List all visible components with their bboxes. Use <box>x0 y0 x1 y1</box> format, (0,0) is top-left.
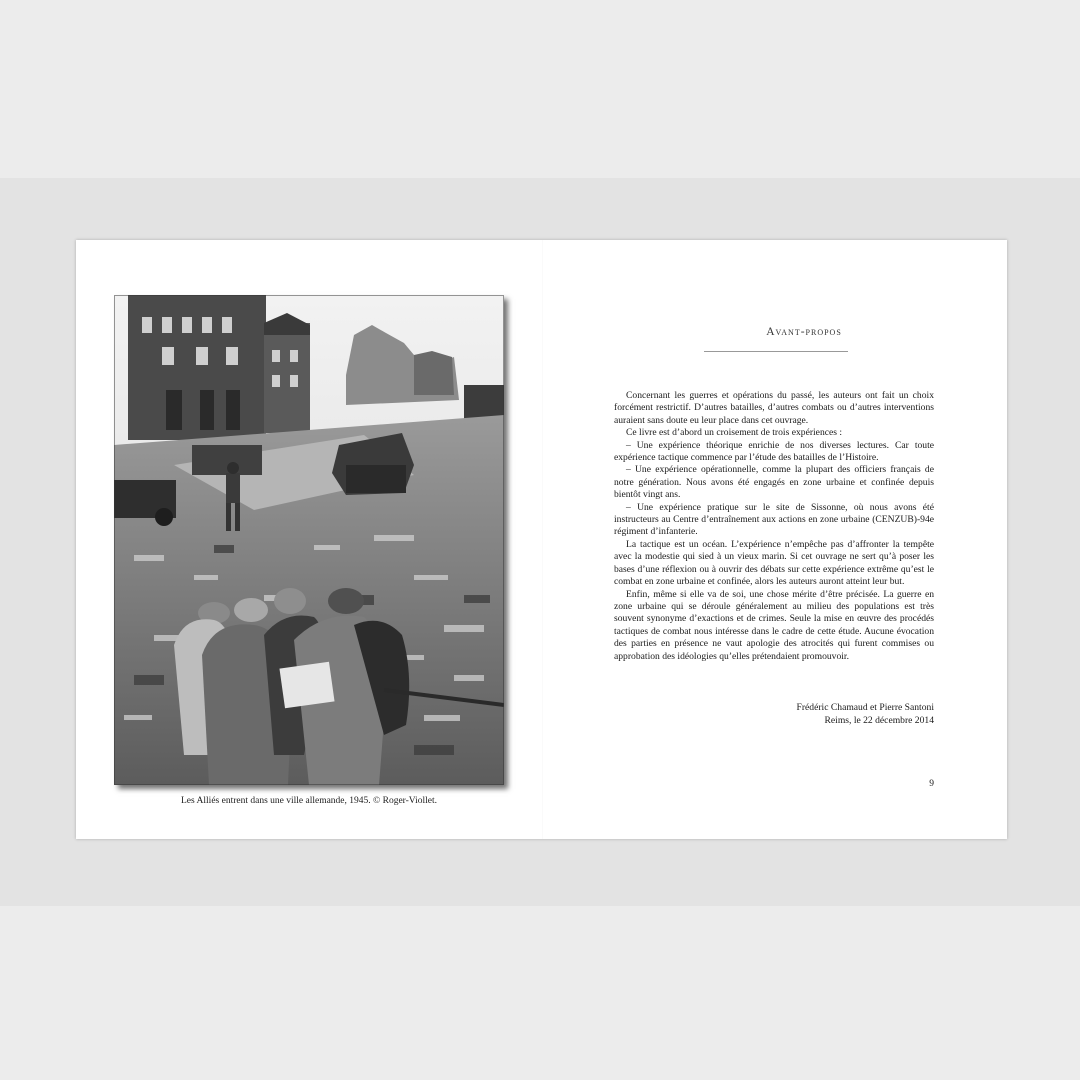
title-rule <box>704 351 848 352</box>
photo-caption: Les Alliés entrent dans une ville allemande, 1945. © Roger-Viollet. <box>180 796 438 806</box>
signature-names: Frédéric Chamaud et Pierre Santoni <box>796 702 934 713</box>
book-gutter <box>542 240 543 839</box>
paragraph: Concernant les guerres et opérations du passé, les auteurs ont fait un choix forcément restrictif. D’autres batailles, d’autres combats ou d’autres interventions auraient sans doute eu leur place dans cet ouvrage. <box>614 390 934 426</box>
page-number: 9 <box>929 779 934 789</box>
paragraph: – Une expérience théorique enrichie de nos diverses lectures. Car toute expérience tactique commence par l’étude des batailles de l’Histoire. <box>614 439 934 464</box>
paragraph: Enfin, même si elle va de soi, une chose mérite d’être précisée. La guerre en zone urbaine qui se déroule généralement au milieu des populations est très souvent synonyme d’exactions et de crimes. Seule la mise en œuvre des procédés tactiques de combat nous intéresse dans le cadre de cette étude. Aucune évocation des parties en présence ne vaut apologie des atrocités qui furent commises ou approbation des idéologies qu’elles prétendaient promouvoir. <box>614 588 934 662</box>
paragraph: – Une expérience opérationnelle, comme la plupart des officiers français de notre génération. Nous avons été engagés en zone urbaine et confinée depuis bientôt vingt ans. <box>614 464 934 501</box>
paragraph: La tactique est un océan. L’expérience n’empêche pas d’affronter la tempête avec la modestie qui sied à un vieux marin. Si cet ouvrage ne sert qu’à poser les bases d’une réflexion ou à ouvrir des débats sur cette expérience extrême qu’est le combat en zone urbaine et confinée, alors les auteurs auront atteint leur but. <box>614 538 934 588</box>
war-photograph <box>114 295 504 785</box>
book-spread <box>76 240 1007 839</box>
signature-block <box>714 701 934 727</box>
signature-place-date: Reims, le 22 décembre 2014 <box>824 715 934 726</box>
chapter-title: Avant-propos <box>766 326 842 338</box>
foreword-body <box>614 390 934 663</box>
paragraph: – Une expérience pratique sur le site de Sissonne, où nous avons été instructeurs au Centre d’entraînement aux actions en zone urbaine (CENZUB)-94e régiment d’infanterie. <box>614 501 934 538</box>
paragraph: Ce livre est d’abord un croisement de trois expériences : <box>626 427 843 439</box>
